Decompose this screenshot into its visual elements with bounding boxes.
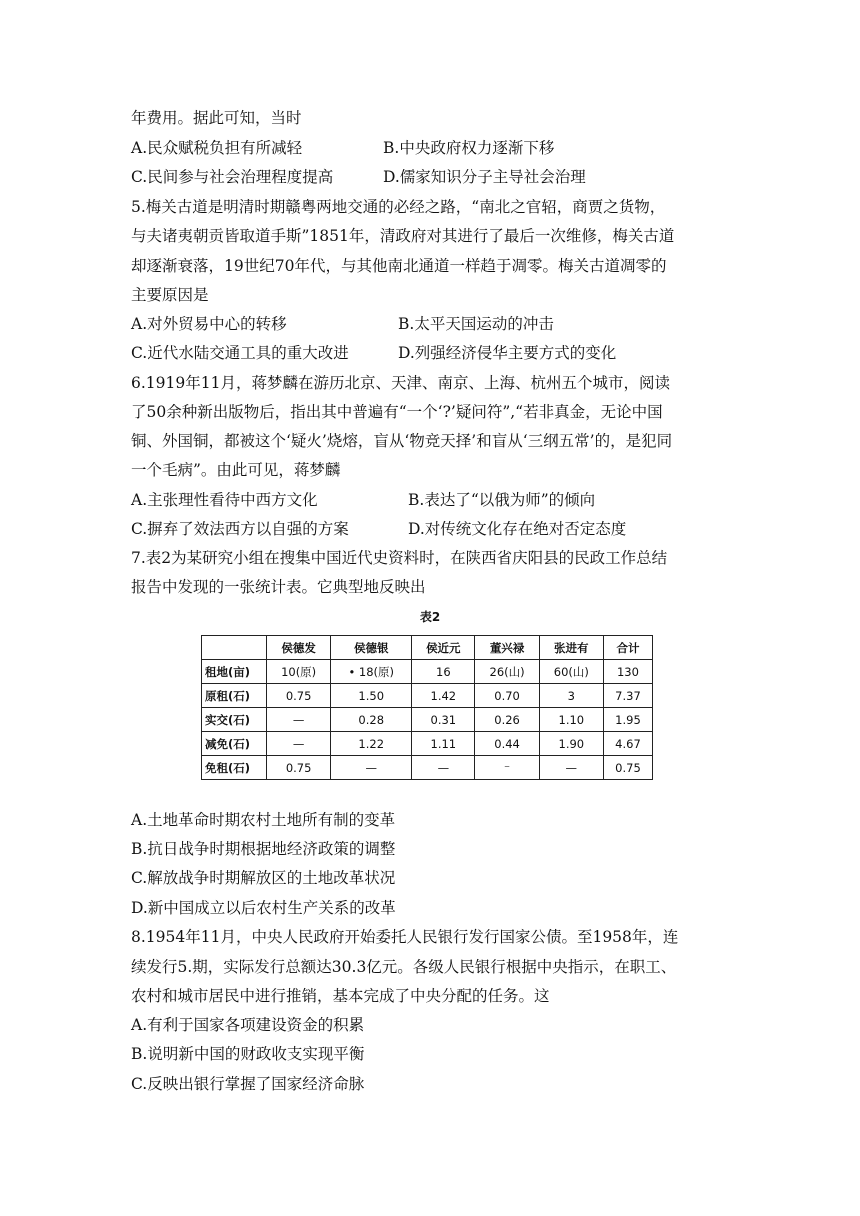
table-cell: 1.42 [412,684,475,708]
table-cell: 10(原) [267,660,331,684]
table-cell: 60(山) [539,660,603,684]
table-cell: 0.70 [475,684,539,708]
table-cell: 1.10 [539,708,603,732]
table-header-cell: 合计 [603,636,652,660]
q7-option-a: A.土地革命时期农村土地所有制的变革 [131,811,396,829]
row-header-cell: 减免(石) [202,732,267,756]
q5-stem-line: 5.梅关古道是明清时期赣粤两地交通的必经之路，“南北之官轺，商贾之货物， [131,198,666,216]
table-cell: 26(山) [475,660,539,684]
q7-option-b: B.抗日战争时期根据地经济政策的调整 [131,840,396,858]
table-cell: 16 [412,660,475,684]
q7-option-c: C.解放战争时期解放区的土地改革状况 [131,869,396,887]
q6-stem-line: 一个毛病”。由此可见，蒋梦麟 [131,461,341,479]
table-caption: 表2 [419,610,441,624]
q8-stem-line: 农村和城市居民中进行推销，基本完成了中央分配的任务。这 [131,987,550,1005]
q5-option-c: C.近代水陆交通工具的重大改进 [131,344,349,362]
table-header-cell: 侯德银 [331,636,412,660]
table-header-row [202,636,653,660]
q4-option-b: B.中央政府权力逐渐下移 [383,139,555,157]
table-cell: — [412,756,475,780]
q6-stem-line: 了50余种新出版物后，指出其中普遍有“一个‘?’疑问符”,“若非真金，无论中国 [131,403,663,421]
q6-option-d: D.对传统文化存在绝对否定态度 [408,520,627,538]
q8-stem-line: 续发行5.期，实际发行总额达30.3亿元。各级人民银行根据中央指示，在职工、 [131,958,677,976]
q7-stem-line: 报告中发现的一张统计表。它典型地反映出 [131,578,426,596]
q6-option-a: A.主张理性看待中西方文化 [131,491,318,509]
table-cell: 1.95 [603,708,652,732]
table-cell: 7.37 [603,684,652,708]
table-cell: 0.75 [267,756,331,780]
table-row [202,684,653,708]
table-cell: 1.50 [331,684,412,708]
table-cell: 0.75 [603,756,652,780]
table-cell: 4.67 [603,732,652,756]
q7-option-d: D.新中国成立以后农村生产关系的改革 [131,899,396,917]
table-header-cell: 董兴禄 [475,636,539,660]
table-cell: 0.75 [267,684,331,708]
table-cell: ⁻ [475,756,539,780]
table-cell: • 18(原) [331,660,412,684]
table-row [202,756,653,780]
q8-stem-line: 8.1954年11月，中央人民政府开始委托人民银行发行国家公债。至1958年，连 [131,928,679,946]
table-header-cell: 侯德发 [267,636,331,660]
table-cell: 0.28 [331,708,412,732]
q6-stem-line: 6.1919年11月，蒋梦麟在游历北京、天津、南京、上海、杭州五个城市，阅读 [131,374,670,392]
table-header-cell: 侯近元 [412,636,475,660]
table-cell: — [267,708,331,732]
row-header-cell: 实交(石) [202,708,267,732]
table-cell: — [267,732,331,756]
table-row [202,732,653,756]
q4-option-c: C.民间参与社会治理程度提高 [131,168,334,186]
table-row [202,708,653,732]
q8-option-a: A.有利于国家各项建设资金的积累 [131,1016,365,1034]
table-cell: — [539,756,603,780]
row-header-cell: 免租(石) [202,756,267,780]
q7-stem-line: 7.表2为某研究小组在搜集中国近代史资料时，在陕西省庆阳县的民政工作总结 [131,549,668,567]
table-cell: 1.11 [412,732,475,756]
q6-stem-line: 铜、外国铜，都被这个‘疑火’烧熔，盲从‘物竞天择’和盲从‘三纲五常’的，是犯同 [131,432,673,450]
table-header-cell: 张进有 [539,636,603,660]
rent-statistics-table [201,635,653,780]
q8-option-b: B.说明新中国的财政收支实现平衡 [131,1045,365,1063]
q6-option-b: B.表达了“以俄为师”的倾向 [408,491,596,509]
row-header-cell: 租地(亩) [202,660,267,684]
q5-stem-line: 与夫诸夷朝贡皆取道手斯”1851年，清政府对其进行了最后一次维修，梅关古道 [131,227,675,245]
table-cell: 1.22 [331,732,412,756]
table-cell: 0.44 [475,732,539,756]
table-cell: 0.26 [475,708,539,732]
q5-stem-line: 主要原因是 [131,286,209,304]
q6-option-c: C.摒弃了效法西方以自强的方案 [131,520,349,538]
q5-option-a: A.对外贸易中心的转移 [131,315,287,333]
q5-stem-line: 却逐渐衰落，19世纪70年代，与其他南北通道一样趋于凋零。梅关古道凋零的 [131,257,667,275]
q8-option-c: C.反映出银行掌握了国家经济命脉 [131,1075,365,1093]
q4-option-d: D.儒家知识分子主导社会治理 [383,168,586,186]
row-header-cell: 原租(石) [202,684,267,708]
table-cell: 0.31 [412,708,475,732]
table-row [202,660,653,684]
q5-option-b: B.太平天国运动的冲击 [398,315,554,333]
table-cell: 3 [539,684,603,708]
q4-option-a: A.民众赋税负担有所减轻 [131,139,303,157]
q4-stem-tail: 年费用。据此可知，当时 [131,109,302,127]
table-cell: 130 [603,660,652,684]
table-header-cell [202,636,267,660]
q5-option-d: D.列强经济侵华主要方式的变化 [398,344,617,362]
table-cell: 1.90 [539,732,603,756]
table-cell: — [331,756,412,780]
